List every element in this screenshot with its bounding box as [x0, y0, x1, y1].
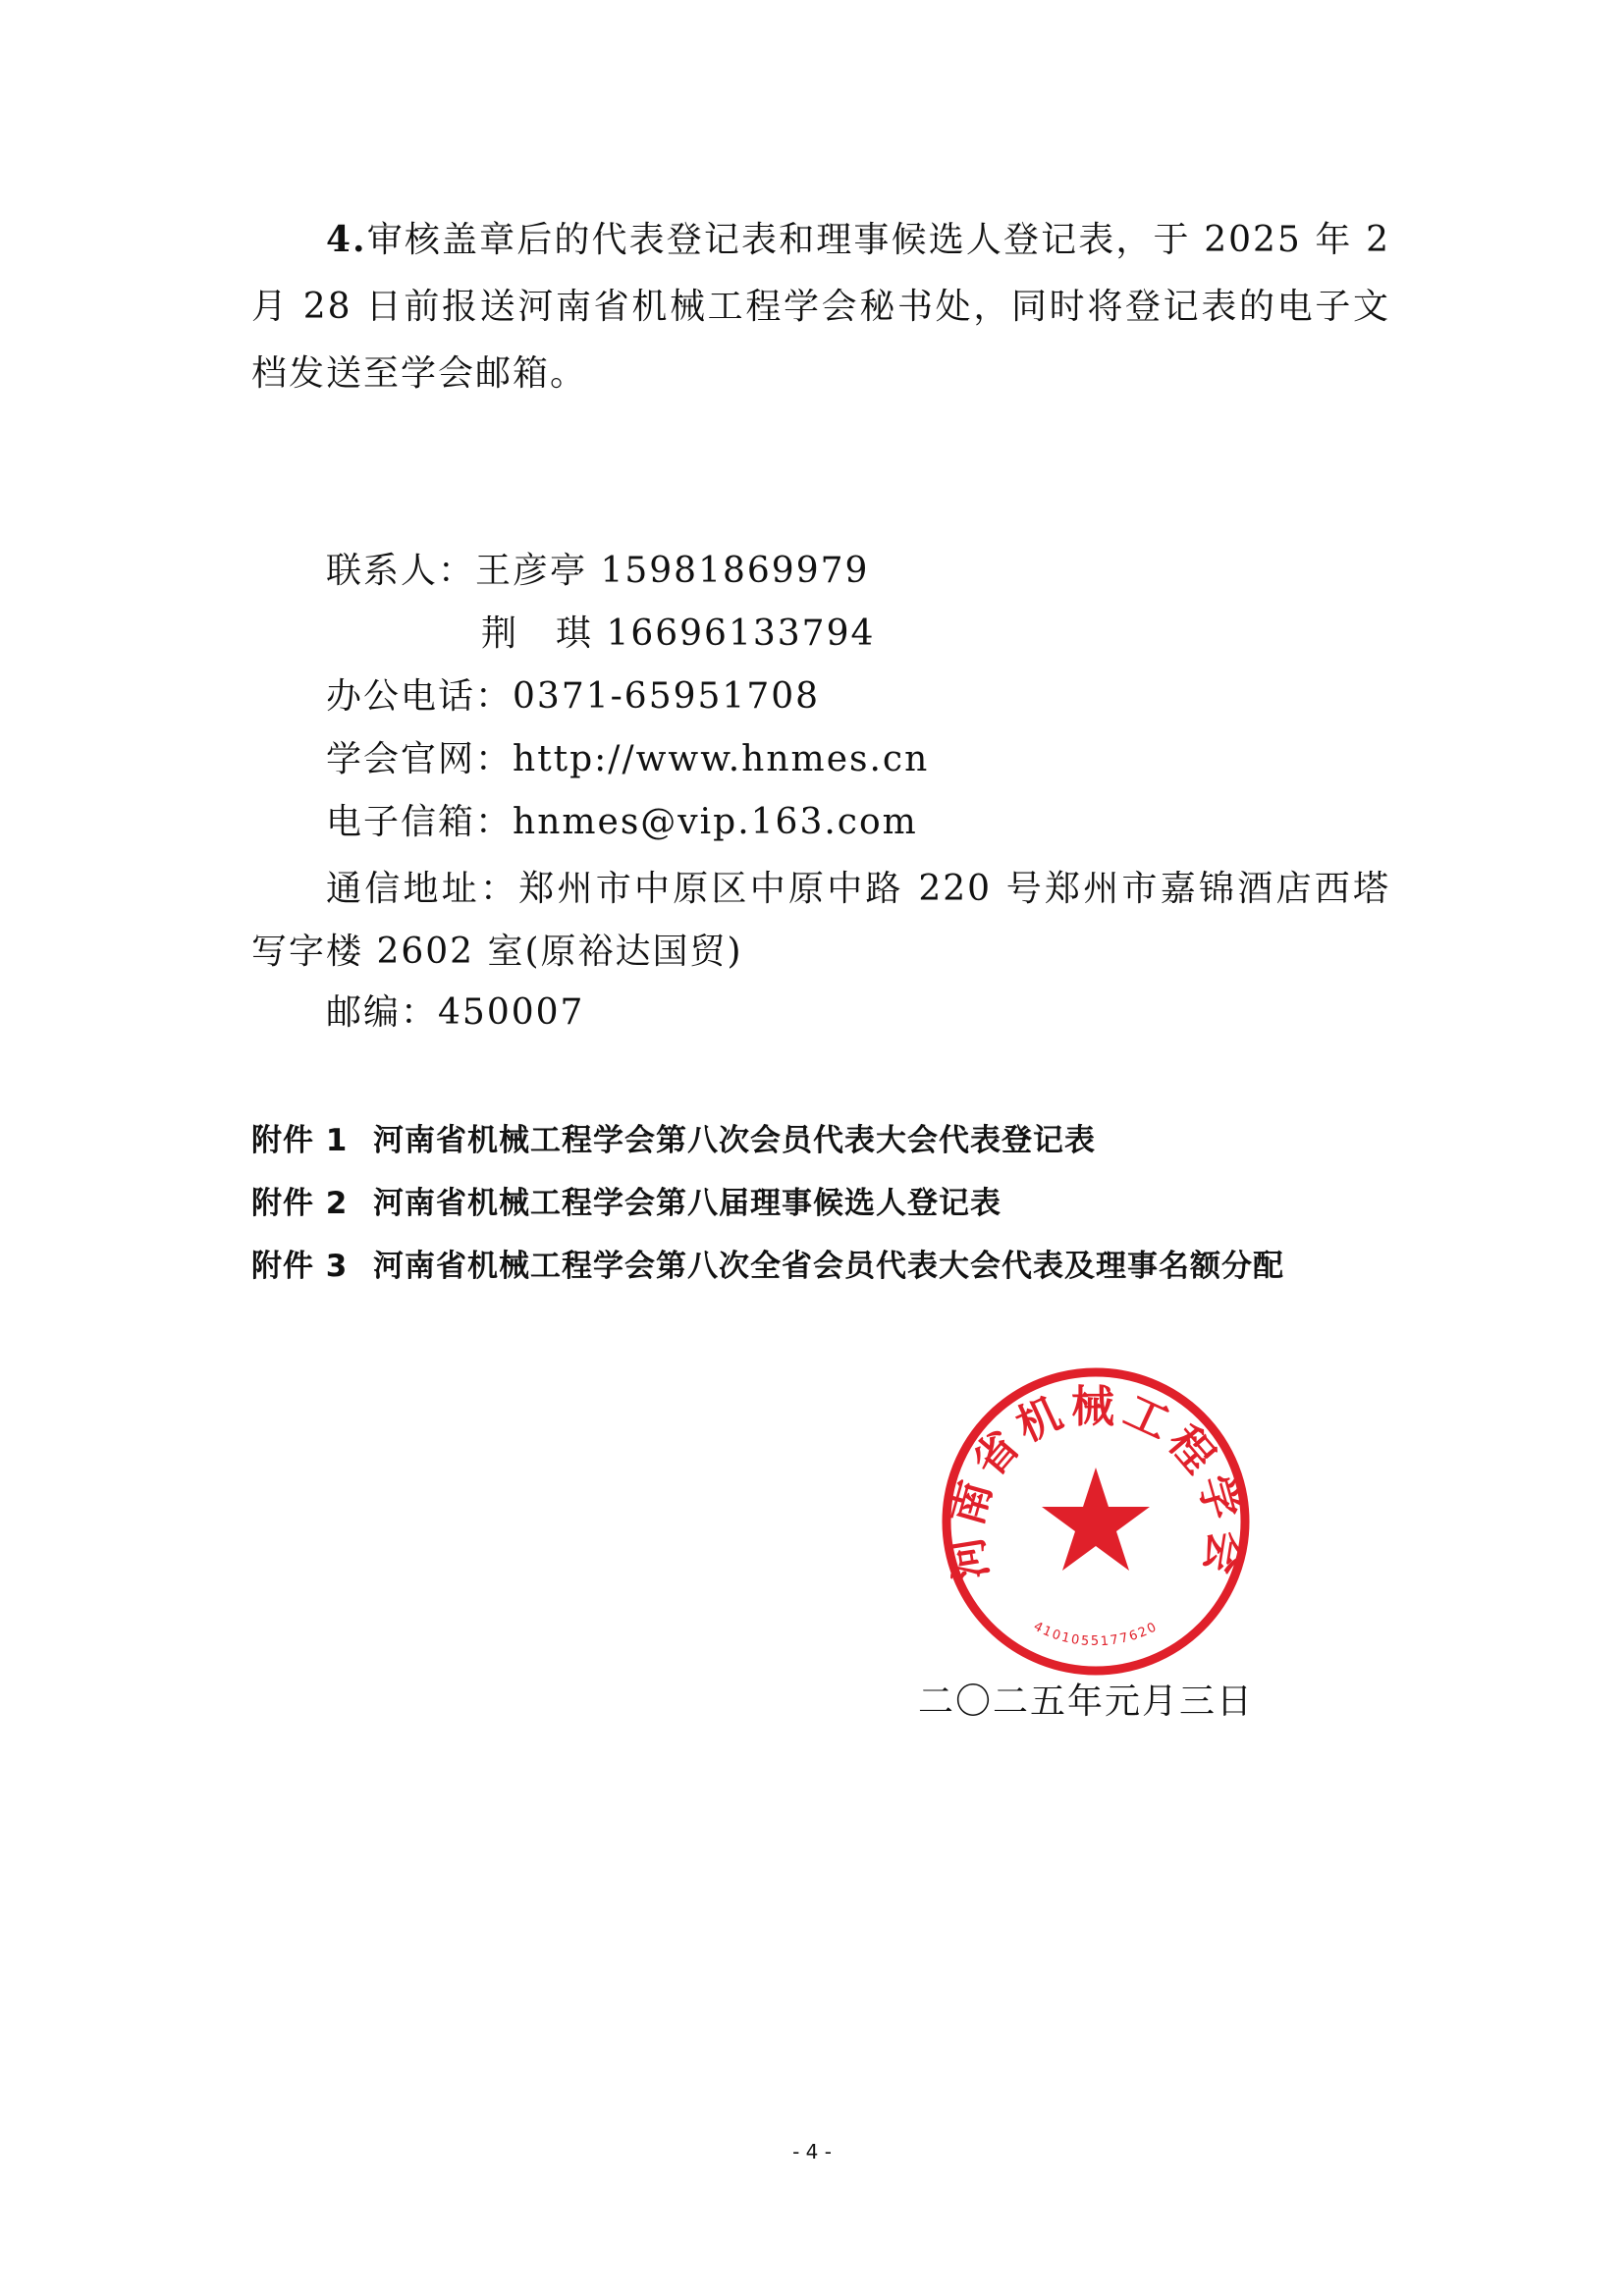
paragraph-number: 4. — [326, 219, 367, 260]
contact-person-line-1 — [326, 550, 869, 593]
website-line — [326, 738, 929, 781]
seal-organization-text: 河南省机械工程学会 — [941, 1381, 1251, 1583]
contact-person-line-2 — [481, 613, 875, 656]
document-date: 二〇二五年元月三日 — [918, 1682, 1255, 1722]
email-line — [326, 801, 918, 844]
website-label: 学会官网： — [326, 739, 514, 779]
address-paragraph — [251, 858, 1390, 984]
contact-label: 联系人： — [326, 551, 476, 591]
attachment-1 — [251, 1121, 1096, 1160]
page-number: - 4 - — [792, 2140, 832, 2163]
seal-star-icon — [1042, 1468, 1150, 1571]
attachment-label: 附件 1 — [251, 1123, 349, 1158]
email-value: hnmes@vip.163.com — [513, 802, 918, 842]
website-value: http://www.hnmes.cn — [513, 739, 930, 779]
paragraph-text: 审核盖章后的代表登记表和理事候选人登记表，于 2025 年 2 月 28 日前报送河南省机械工程学会秘书处，同时将登记表的电子文档发送至学会邮箱。 — [251, 220, 1390, 394]
office-phone-value: 0371-65951708 — [513, 676, 821, 717]
attachment-label: 附件 2 — [251, 1186, 349, 1221]
email-label: 电子信箱： — [326, 802, 514, 842]
seal-code-text: 4101055177620 — [1031, 1619, 1161, 1650]
attachment-title: 河南省机械工程学会第八次会员代表大会代表登记表 — [373, 1123, 1096, 1158]
postcode-value: 450007 — [438, 992, 585, 1033]
paragraph-4 — [251, 206, 1390, 407]
attachment-3 — [251, 1247, 1284, 1286]
address-label: 通信地址： — [326, 869, 519, 909]
official-seal — [939, 1364, 1253, 1679]
contact-person-1: 王彦亭 15981869979 — [475, 551, 870, 591]
office-phone-label: 办公电话： — [326, 676, 514, 717]
address-value: 郑州市中原区中原中路 220 号郑州市嘉锦酒店西塔写字楼 2602 室(原裕达国贸) — [251, 869, 1390, 972]
attachment-label: 附件 3 — [251, 1249, 349, 1284]
attachment-title: 河南省机械工程学会第八次全省会员代表大会代表及理事名额分配 — [373, 1249, 1284, 1284]
postcode-label: 邮编： — [326, 992, 439, 1033]
attachment-title: 河南省机械工程学会第八届理事候选人登记表 — [373, 1186, 1001, 1221]
contact-person-2: 荆 琪 16696133794 — [481, 614, 876, 654]
attachment-2 — [251, 1184, 1001, 1223]
postcode-line — [326, 991, 584, 1035]
office-phone-line — [326, 675, 820, 719]
